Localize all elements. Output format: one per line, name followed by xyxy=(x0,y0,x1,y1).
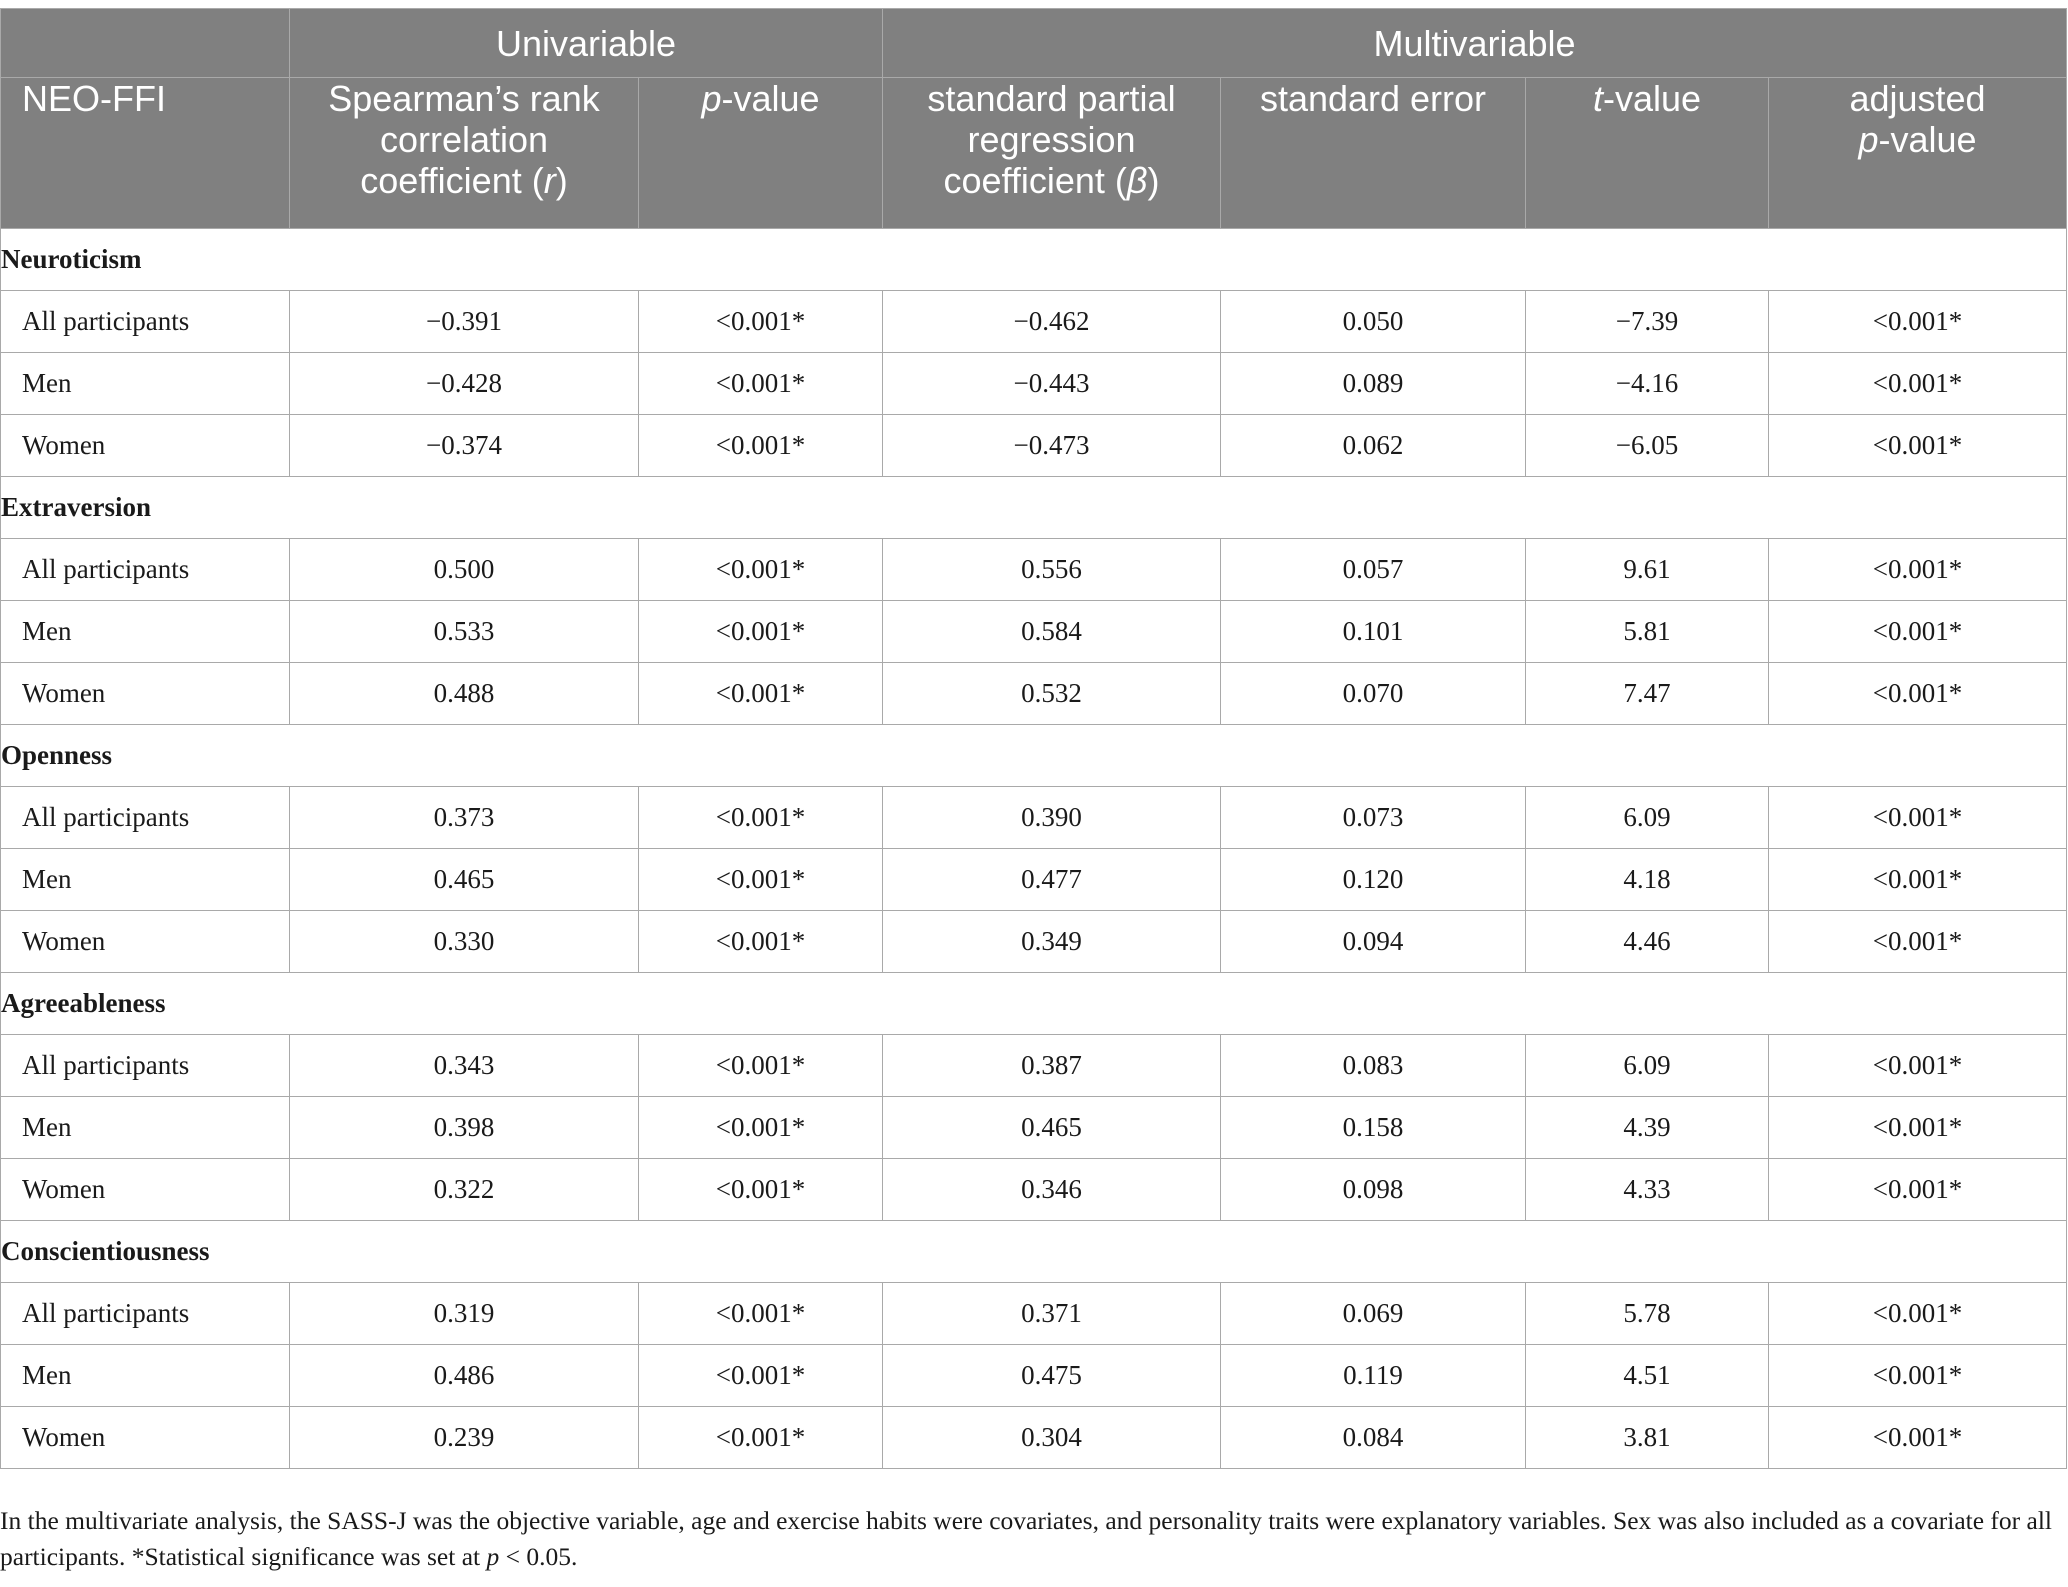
t-value-cell: −7.39 xyxy=(1526,291,1769,353)
spearman-r-cell: 0.486 xyxy=(290,1345,639,1407)
adjusted-p-value-cell: <0.001* xyxy=(1769,911,2067,973)
standard-error-cell: 0.062 xyxy=(1221,415,1526,477)
t-value-cell: 6.09 xyxy=(1526,1035,1769,1097)
adjusted-p-header-text: -value xyxy=(1878,119,1977,160)
t-value-cell: 6.09 xyxy=(1526,787,1769,849)
p-value-cell: <0.001* xyxy=(639,1035,883,1097)
adjusted-p-value-cell: <0.001* xyxy=(1769,1097,2067,1159)
neo-ffi-header: NEO-FFI xyxy=(1,78,290,229)
t-value-symbol: t xyxy=(1592,78,1603,119)
table-row xyxy=(1,291,2067,353)
table-row xyxy=(1,415,2067,477)
table-row xyxy=(1,601,2067,663)
spearman-r-cell: 0.239 xyxy=(290,1407,639,1469)
section-row xyxy=(1,477,2067,539)
standard-error-cell: 0.084 xyxy=(1221,1407,1526,1469)
p-value-cell: <0.001* xyxy=(639,1283,883,1345)
p-value-cell: <0.001* xyxy=(639,1407,883,1469)
t-value-cell: 4.33 xyxy=(1526,1159,1769,1221)
spearman-r-cell: 0.373 xyxy=(290,787,639,849)
spearman-r-cell: 0.319 xyxy=(290,1283,639,1345)
spearman-r-cell: 0.488 xyxy=(290,663,639,725)
standard-error-header: standard error xyxy=(1221,78,1526,229)
p-value-cell: <0.001* xyxy=(639,1097,883,1159)
t-value-cell: 5.81 xyxy=(1526,601,1769,663)
row-label: Men xyxy=(1,1097,290,1159)
table-row xyxy=(1,1407,2067,1469)
adjusted-p-value-cell: <0.001* xyxy=(1769,663,2067,725)
beta-cell: 0.304 xyxy=(883,1407,1221,1469)
t-value-header-text: -value xyxy=(1602,78,1702,119)
section-title: Conscientiousness xyxy=(1,1221,2067,1283)
results-table xyxy=(0,8,2067,1469)
p-value-cell: <0.001* xyxy=(639,539,883,601)
t-value-cell: 7.47 xyxy=(1526,663,1769,725)
row-label: Women xyxy=(1,1407,290,1469)
row-label: All participants xyxy=(1,1035,290,1097)
t-value-cell: 4.46 xyxy=(1526,911,1769,973)
beta-cell: 0.584 xyxy=(883,601,1221,663)
beta-cell: 0.390 xyxy=(883,787,1221,849)
spearman-r-cell: −0.374 xyxy=(290,415,639,477)
t-value-cell: 5.78 xyxy=(1526,1283,1769,1345)
footnote-text-part1: In the multivariate analysis, the SASS-J was the objective variable, age and exercise habits were covariates, and personality traits were explanatory variables. Sex was also included as a covariate for all participants. *Statistical significance was set at xyxy=(0,1506,2053,1571)
t-value-cell: 4.51 xyxy=(1526,1345,1769,1407)
p-value-header xyxy=(639,78,883,229)
row-label: Men xyxy=(1,353,290,415)
t-value-cell: 4.39 xyxy=(1526,1097,1769,1159)
row-label: Women xyxy=(1,911,290,973)
adjusted-p-value-cell: <0.001* xyxy=(1769,1345,2067,1407)
footnote-p-symbol: p xyxy=(486,1542,500,1571)
table-row xyxy=(1,1097,2067,1159)
adjusted-p-value-cell: <0.001* xyxy=(1769,415,2067,477)
table-row xyxy=(1,911,2067,973)
spearman-header-line1: Spearman’s rank xyxy=(328,78,600,119)
p-value-symbol: p xyxy=(701,78,722,119)
table-row xyxy=(1,539,2067,601)
p-value-cell: <0.001* xyxy=(639,911,883,973)
spearman-r-cell: −0.391 xyxy=(290,291,639,353)
beta-cell: 0.475 xyxy=(883,1345,1221,1407)
univariable-header: Univariable xyxy=(290,9,883,78)
adjusted-p-value-cell: <0.001* xyxy=(1769,1283,2067,1345)
footnote xyxy=(0,1503,2060,1575)
section-title: Neuroticism xyxy=(1,229,2067,291)
beta-cell: −0.462 xyxy=(883,291,1221,353)
adjusted-p-value-cell: <0.001* xyxy=(1769,1035,2067,1097)
beta-header-line3a: coefficient ( xyxy=(943,160,1127,201)
section-title: Extraversion xyxy=(1,477,2067,539)
beta-symbol: β xyxy=(1126,160,1148,201)
p-value-cell: <0.001* xyxy=(639,663,883,725)
spearman-header-line3a: coefficient ( xyxy=(360,160,544,201)
standard-error-cell: 0.119 xyxy=(1221,1345,1526,1407)
adjusted-p-value-cell: <0.001* xyxy=(1769,849,2067,911)
standard-error-cell: 0.057 xyxy=(1221,539,1526,601)
adjusted-p-header-line1: adjusted xyxy=(1849,78,1986,119)
standard-error-cell: 0.094 xyxy=(1221,911,1526,973)
standard-error-cell: 0.101 xyxy=(1221,601,1526,663)
group-header-row xyxy=(1,9,2067,78)
beta-cell: 0.349 xyxy=(883,911,1221,973)
t-value-cell: 4.18 xyxy=(1526,849,1769,911)
table-row xyxy=(1,1035,2067,1097)
standard-error-cell: 0.083 xyxy=(1221,1035,1526,1097)
table-row xyxy=(1,1345,2067,1407)
spearman-header xyxy=(290,78,639,229)
p-value-cell: <0.001* xyxy=(639,1345,883,1407)
row-label: Men xyxy=(1,601,290,663)
adjusted-p-value-header xyxy=(1769,78,2067,229)
row-label: Men xyxy=(1,849,290,911)
p-value-cell: <0.001* xyxy=(639,353,883,415)
standard-error-cell: 0.098 xyxy=(1221,1159,1526,1221)
table-body xyxy=(1,229,2067,1469)
beta-cell: 0.465 xyxy=(883,1097,1221,1159)
beta-cell: 0.556 xyxy=(883,539,1221,601)
row-label: All participants xyxy=(1,291,290,353)
beta-header xyxy=(883,78,1221,229)
section-title: Agreeableness xyxy=(1,973,2067,1035)
adjusted-p-value-cell: <0.001* xyxy=(1769,787,2067,849)
standard-error-cell: 0.070 xyxy=(1221,663,1526,725)
beta-header-line2: regression xyxy=(967,119,1136,160)
beta-header-line1: standard partial xyxy=(927,78,1176,119)
adjusted-p-value-cell: <0.001* xyxy=(1769,1159,2067,1221)
spearman-r-cell: 0.330 xyxy=(290,911,639,973)
header-blank-cell xyxy=(1,9,290,78)
standard-error-cell: 0.120 xyxy=(1221,849,1526,911)
beta-cell: 0.477 xyxy=(883,849,1221,911)
beta-cell: 0.346 xyxy=(883,1159,1221,1221)
adjusted-p-symbol: p xyxy=(1858,119,1879,160)
standard-error-cell: 0.089 xyxy=(1221,353,1526,415)
beta-cell: 0.387 xyxy=(883,1035,1221,1097)
row-label: All participants xyxy=(1,787,290,849)
section-row xyxy=(1,1221,2067,1283)
spearman-r-cell: 0.343 xyxy=(290,1035,639,1097)
p-value-cell: <0.001* xyxy=(639,415,883,477)
adjusted-p-value-cell: <0.001* xyxy=(1769,539,2067,601)
section-title: Openness xyxy=(1,725,2067,787)
spearman-r-cell: 0.398 xyxy=(290,1097,639,1159)
p-value-cell: <0.001* xyxy=(639,787,883,849)
beta-cell: −0.443 xyxy=(883,353,1221,415)
row-label: Women xyxy=(1,415,290,477)
standard-error-cell: 0.069 xyxy=(1221,1283,1526,1345)
table-row xyxy=(1,353,2067,415)
section-row xyxy=(1,725,2067,787)
section-row xyxy=(1,973,2067,1035)
spearman-r-cell: 0.500 xyxy=(290,539,639,601)
footnote-text-part2: < 0.05. xyxy=(499,1542,578,1571)
t-value-cell: 9.61 xyxy=(1526,539,1769,601)
row-label: All participants xyxy=(1,1283,290,1345)
table-row xyxy=(1,1283,2067,1345)
table-row xyxy=(1,787,2067,849)
row-label: Men xyxy=(1,1345,290,1407)
p-value-cell: <0.001* xyxy=(639,291,883,353)
beta-cell: −0.473 xyxy=(883,415,1221,477)
spearman-header-line2: correlation xyxy=(379,119,549,160)
spearman-symbol: r xyxy=(543,160,556,201)
row-label: Women xyxy=(1,663,290,725)
spearman-r-cell: 0.322 xyxy=(290,1159,639,1221)
t-value-cell: −4.16 xyxy=(1526,353,1769,415)
beta-cell: 0.371 xyxy=(883,1283,1221,1345)
row-label: Women xyxy=(1,1159,290,1221)
standard-error-cell: 0.050 xyxy=(1221,291,1526,353)
beta-header-line3b: ) xyxy=(1147,160,1160,201)
standard-error-cell: 0.158 xyxy=(1221,1097,1526,1159)
table-row xyxy=(1,849,2067,911)
adjusted-p-value-cell: <0.001* xyxy=(1769,601,2067,663)
adjusted-p-value-cell: <0.001* xyxy=(1769,291,2067,353)
adjusted-p-value-cell: <0.001* xyxy=(1769,1407,2067,1469)
multivariable-header: Multivariable xyxy=(883,9,2067,78)
t-value-cell: −6.05 xyxy=(1526,415,1769,477)
row-label: All participants xyxy=(1,539,290,601)
table-row xyxy=(1,663,2067,725)
spearman-r-cell: −0.428 xyxy=(290,353,639,415)
p-value-cell: <0.001* xyxy=(639,1159,883,1221)
column-header-row xyxy=(1,78,2067,229)
p-value-cell: <0.001* xyxy=(639,849,883,911)
t-value-cell: 3.81 xyxy=(1526,1407,1769,1469)
spearman-header-line3b: ) xyxy=(555,160,568,201)
standard-error-cell: 0.073 xyxy=(1221,787,1526,849)
table-row xyxy=(1,1159,2067,1221)
spearman-r-cell: 0.533 xyxy=(290,601,639,663)
p-value-header-text: -value xyxy=(721,78,820,119)
p-value-cell: <0.001* xyxy=(639,601,883,663)
spearman-r-cell: 0.465 xyxy=(290,849,639,911)
section-row xyxy=(1,229,2067,291)
t-value-header xyxy=(1526,78,1769,229)
beta-cell: 0.532 xyxy=(883,663,1221,725)
adjusted-p-value-cell: <0.001* xyxy=(1769,353,2067,415)
